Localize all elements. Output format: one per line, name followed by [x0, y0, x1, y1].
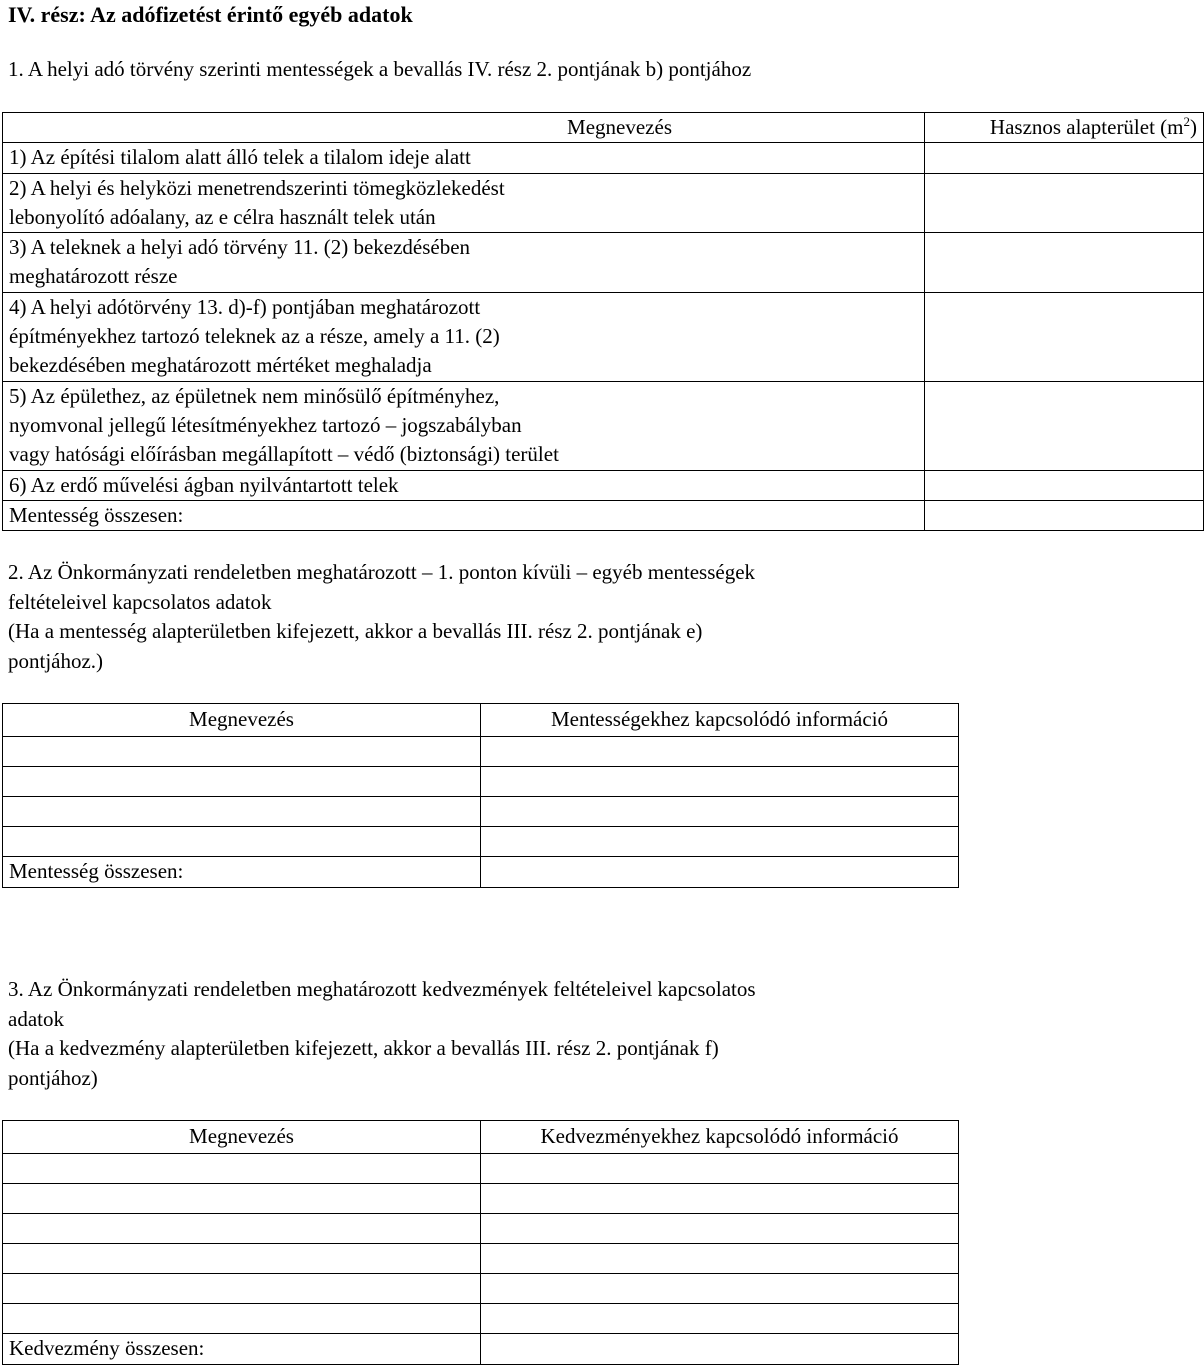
info-input-cell[interactable] — [481, 797, 959, 827]
info-input-cell[interactable] — [481, 1304, 959, 1334]
info-input-cell[interactable] — [481, 767, 959, 797]
name-input-cell[interactable] — [3, 1154, 481, 1184]
table-row — [3, 1184, 959, 1214]
table-row — [3, 1274, 959, 1304]
total-input-cell[interactable] — [481, 857, 959, 888]
row-label: 5) Az épülethez, az épületnek nem minősülő építményhez, nyomvonal jellegű létesítményekhez tartozó – jogszabályban vagy hatósági előírásban megállapított – védő (biztonsági) terület — [3, 381, 925, 470]
table-row — [3, 827, 959, 857]
table-row — [3, 767, 959, 797]
table-row — [3, 470, 1204, 500]
benefits-table — [2, 1120, 959, 1365]
table-row — [3, 1244, 959, 1274]
table-header-row — [3, 704, 959, 737]
name-input-cell[interactable] — [3, 767, 481, 797]
name-input-cell[interactable] — [3, 1184, 481, 1214]
area-input-cell[interactable] — [925, 470, 1204, 500]
area-input-cell[interactable] — [925, 233, 1204, 293]
area-input-cell[interactable] — [925, 381, 1204, 470]
col-header-name: Megnevezés — [3, 113, 925, 143]
table-row — [3, 797, 959, 827]
info-input-cell[interactable] — [481, 1274, 959, 1304]
name-input-cell[interactable] — [3, 1214, 481, 1244]
table-row — [3, 737, 959, 767]
other-exemptions-table — [2, 703, 959, 888]
total-row — [3, 1334, 959, 1365]
total-row — [3, 500, 1204, 530]
table-row — [3, 1304, 959, 1334]
table-row — [3, 143, 1204, 173]
col-header-area: Hasznos alapterület $(m^2)$ — [925, 113, 1204, 143]
info-input-cell[interactable] — [481, 1244, 959, 1274]
col-header-name: Megnevezés — [3, 704, 481, 737]
section2-title: 2. Az Önkormányzati rendeletben meghatározott – 1. ponton kívüli – egyéb mentességek feltételeivel kapcsolatos adatok (Ha a mentesség alapterületben kifejezett, akkor a bevallás III. rész 2. pontjának e) pontjához.) — [8, 560, 756, 673]
row-label: 4) A helyi adótörvény 13. d)-f) pontjában meghatározott építményekhez tartozó teleknek az a része, amely a 11. (2) bekezdésében meghatározott mértéket meghaladja — [3, 292, 925, 381]
info-input-cell[interactable] — [481, 1214, 959, 1244]
total-label: Mentesség összesen: — [3, 857, 481, 888]
name-input-cell[interactable] — [3, 1244, 481, 1274]
table-header-row — [3, 1121, 959, 1154]
table-header-row — [3, 113, 1204, 143]
name-input-cell[interactable] — [3, 1304, 481, 1334]
table-row — [3, 381, 1204, 470]
info-input-cell[interactable] — [481, 1184, 959, 1214]
name-input-cell[interactable] — [3, 827, 481, 857]
info-input-cell[interactable] — [481, 1154, 959, 1184]
table-row — [3, 292, 1204, 381]
name-input-cell[interactable] — [3, 797, 481, 827]
row-label: 6) Az erdő művelési ágban nyilvántartott telek — [3, 470, 925, 500]
total-label: Kedvezmény összesen: — [3, 1334, 481, 1365]
total-label: Mentesség összesen: — [3, 500, 925, 530]
row-label: 3) A teleknek a helyi adó törvény 11. (2) bekezdésében meghatározott része — [3, 233, 925, 293]
area-input-cell[interactable] — [925, 292, 1204, 381]
total-row — [3, 857, 959, 888]
total-input-cell[interactable] — [481, 1334, 959, 1365]
name-input-cell[interactable] — [3, 737, 481, 767]
info-input-cell[interactable] — [481, 737, 959, 767]
row-label: 1) Az építési tilalom alatt álló telek a tilalom ideje alatt — [3, 143, 925, 173]
area-input-cell[interactable] — [925, 143, 1204, 173]
section3-title: 3. Az Önkormányzati rendeletben meghatározott kedvezmények feltételeivel kapcsolatos adatok (Ha a kedvezmény alapterületben kifejezett, akkor a bevallás III. rész 2. pontjának f) pontjához) — [8, 977, 756, 1090]
table-row — [3, 1154, 959, 1184]
table-row — [3, 173, 1204, 233]
col-header-info: Mentességekhez kapcsolódó információ — [481, 704, 959, 737]
name-input-cell[interactable] — [3, 1274, 481, 1304]
area-input-cell[interactable] — [925, 173, 1204, 233]
table-row — [3, 233, 1204, 293]
table-row — [3, 1214, 959, 1244]
row-label: 2) A helyi és helyközi menetrendszerinti tömegközlekedést lebonyolító adóalany, az e célra használt telek után — [3, 173, 925, 233]
total-input-cell[interactable] — [925, 500, 1204, 530]
info-input-cell[interactable] — [481, 827, 959, 857]
part-heading: IV. rész: Az adófizetést érintő egyéb adatok — [8, 2, 413, 27]
col-header-name: Megnevezés — [3, 1121, 481, 1154]
section1-title: 1. A helyi adó törvény szerinti mentességek a bevallás IV. rész 2. pontjának b) pontjához — [8, 57, 752, 81]
col-header-info: Kedvezményekhez kapcsolódó információ — [481, 1121, 959, 1154]
exemptions-table — [2, 112, 1204, 531]
